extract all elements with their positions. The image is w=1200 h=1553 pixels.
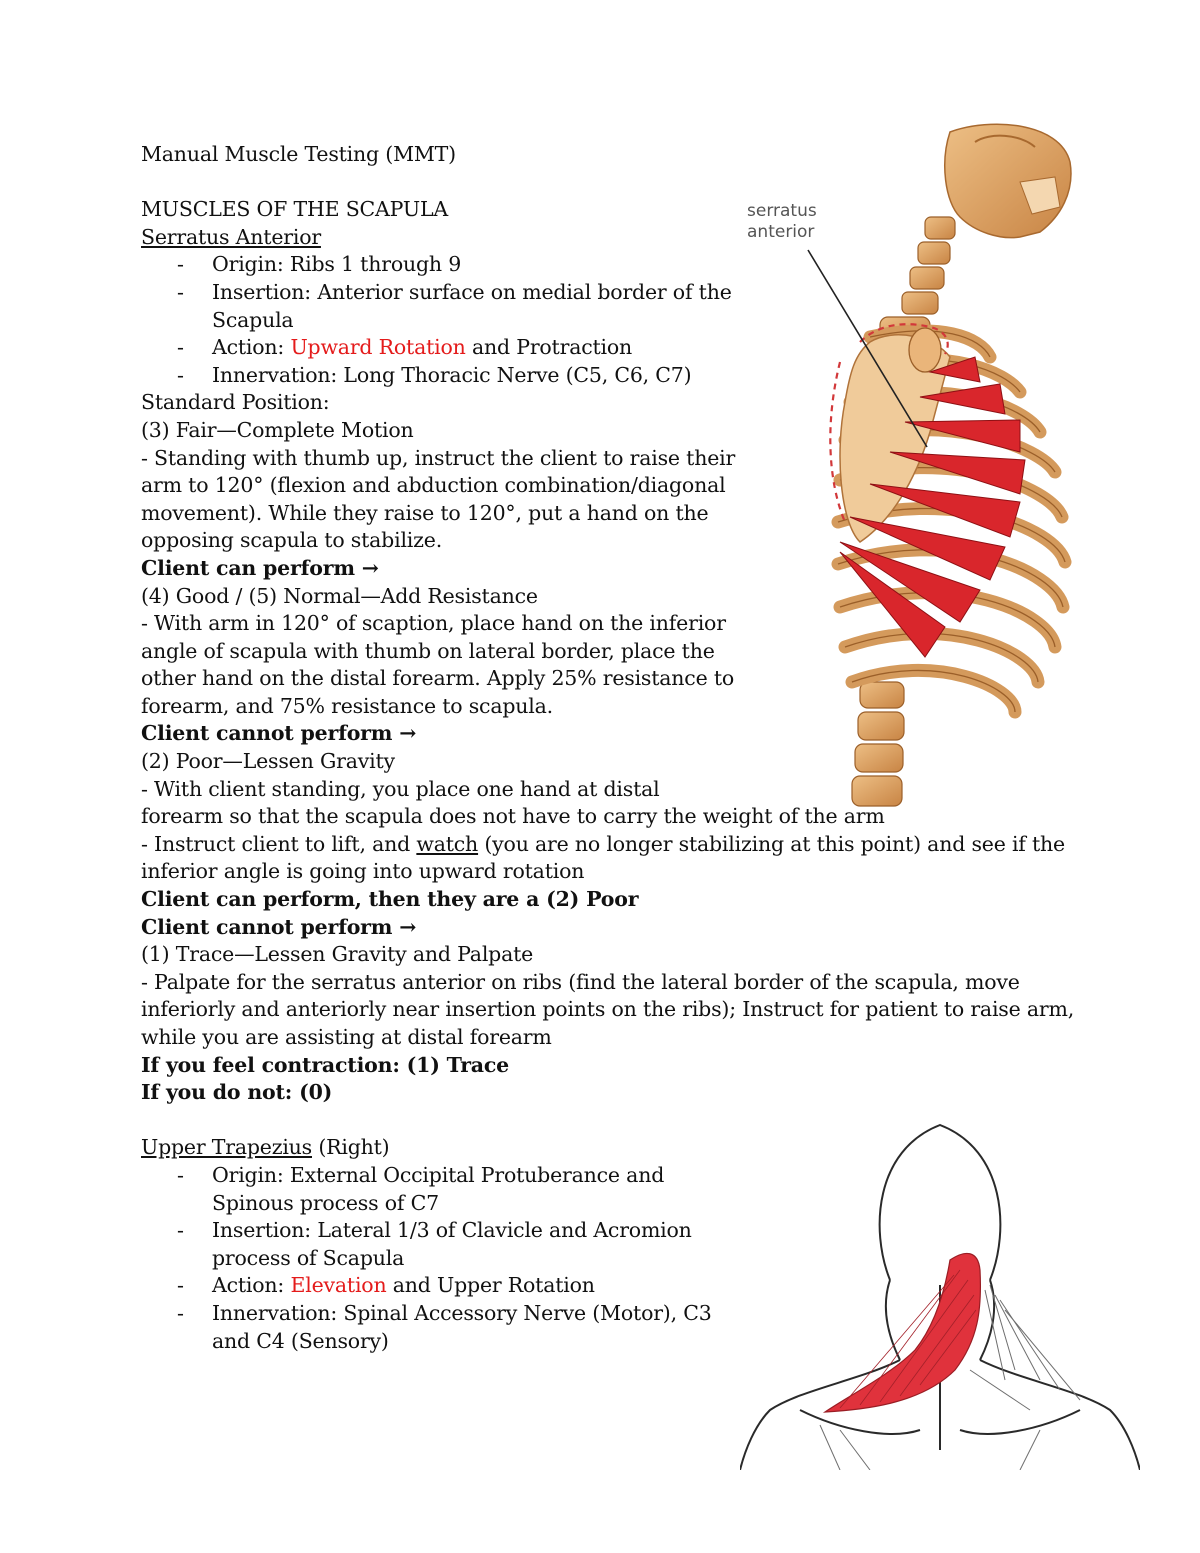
client-cannot-perform: Client cannot perform → [141, 914, 417, 939]
list-item: - Innervation: Spinal Accessory Nerve (Motor), C3 and C4 (Sensory) [177, 1300, 712, 1353]
trace-text: while you are assisting at distal forearm [141, 1025, 552, 1049]
serratus-details-list [141, 251, 1071, 389]
trapezius-heading: Upper Trapezius (Right) [141, 1135, 390, 1160]
serratus-heading: Serratus Anterior [141, 224, 321, 249]
trapezius-details-list [141, 1162, 1071, 1355]
good-text: other hand on the distal forearm. Apply 25% resistance to [141, 666, 735, 691]
action-highlight: Elevation [290, 1273, 387, 1298]
good-text: - With arm in 120° of scaption, place hand on the inferior [141, 611, 726, 636]
action-highlight: Upward Rotation [290, 335, 466, 360]
list-item: - Origin: External Occipital Protuberance and Spinous process of C7 [177, 1162, 665, 1215]
list-item: - Origin: Ribs 1 through 9 [177, 252, 462, 277]
document-body [141, 141, 1075, 1355]
fair-text: opposing scapula to stabilize. [141, 528, 443, 553]
trace-text: inferiorly and anteriorly near insertion points on the ribs); Instruct for patient to raise arm, [141, 997, 1075, 1022]
feel-contraction-result: If you feel contraction: (1) Trace [141, 1052, 510, 1077]
list-item: - Insertion: Anterior surface on medial border of the Scapula [177, 279, 732, 332]
no-contraction-result: If you do not: (0) [141, 1080, 333, 1105]
poor-text: - With client standing, you place one hand at distal [141, 776, 660, 801]
fair-text: - Standing with thumb up, instruct the client to raise their [141, 445, 736, 470]
client-cannot-perform: Client cannot perform → [141, 721, 417, 746]
trace-text: - Palpate for the serratus anterior on ribs (find the lateral border of the scapula, move [141, 969, 1020, 994]
client-can-perform: Client can perform → [141, 555, 379, 580]
poor-heading: (2) Poor—Lessen Gravity [141, 749, 395, 774]
good-text: angle of scapula with thumb on lateral border, place the [141, 638, 715, 663]
fair-text: arm to 120° (flexion and abduction combination/diagonal [141, 473, 726, 498]
good-heading: (4) Good / (5) Normal—Add Resistance [141, 583, 538, 608]
list-item: - Action: Elevation and Upper Rotation [177, 1273, 595, 1298]
list-item: - Action: Upward Rotation and Protraction [177, 335, 633, 360]
section-heading: MUSCLES OF THE SCAPULA [141, 197, 448, 222]
document-title: Manual Muscle Testing (MMT) [141, 142, 456, 166]
fair-heading: (3) Fair—Complete Motion [141, 417, 414, 442]
watch-emphasis: watch [416, 831, 479, 856]
poor-text: - Instruct client to lift, and watch (you are no longer stabilizing at this point) and see if the [141, 831, 1065, 856]
figure-label-anterior: anterior [747, 222, 815, 242]
trace-heading: (1) Trace—Lessen Gravity and Palpate [141, 942, 534, 967]
fair-text: movement). While they raise to 120°, put a hand on the [141, 500, 709, 525]
list-item: - Insertion: Lateral 1/3 of Clavicle and Acromion process of Scapula [177, 1218, 692, 1270]
good-text: forearm, and 75% resistance to scapula. [141, 693, 553, 718]
figure-label-serratus: serratus [747, 201, 817, 221]
client-can-perform-poor: Client can perform, then they are a (2) Poor [141, 887, 639, 912]
list-item: - Innervation: Long Thoracic Nerve (C5, C6, C7) [177, 362, 692, 387]
poor-text: inferior angle is going into upward rotation [141, 859, 585, 884]
poor-text: forearm so that the scapula does not have to carry the weight of the arm [141, 804, 885, 829]
standard-position-label: Standard Position: [141, 390, 330, 415]
